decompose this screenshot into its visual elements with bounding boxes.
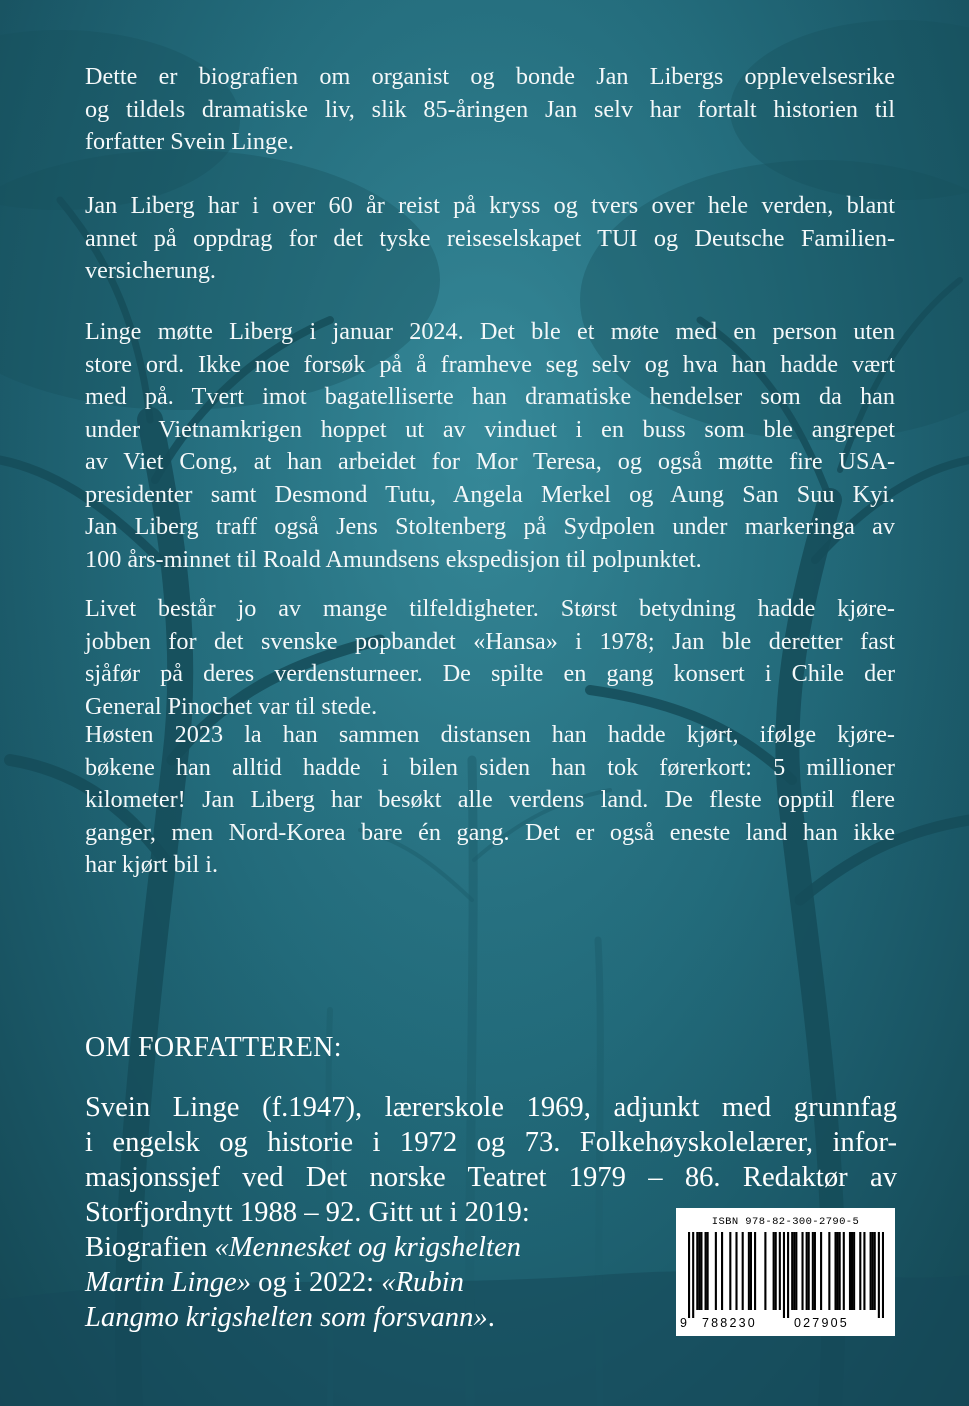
text-line: General Pinochet var til stede.	[85, 692, 378, 720]
book-title-fragment: «Rubin	[381, 1267, 464, 1298]
text-line: forfatter Svein Linge.	[85, 128, 294, 155]
barcode-bar	[837, 1232, 839, 1310]
barcode-guard-bar	[783, 1232, 785, 1318]
text-line: presidenter samt Desmond Tutu, Angela Merkel og Aung San Suu Kyi.	[85, 480, 895, 508]
text-line: Svein Linge (f.1947), lærerskole 1969, adjunkt med grunnfag	[85, 1092, 897, 1123]
barcode-bar	[859, 1232, 861, 1310]
barcode-bar	[750, 1232, 752, 1310]
barcode-bar	[863, 1232, 865, 1310]
barcode-bar	[707, 1232, 709, 1310]
barcode-bar	[814, 1232, 816, 1310]
text-line: sjåfør på deres verdensturneer. De spilte en gang konsert i Chile der	[85, 660, 895, 687]
barcode-bar	[748, 1232, 750, 1310]
barcode-bar	[775, 1232, 777, 1310]
text-line: av Viet Cong, at han arbeidet for Mor Teresa, og også møtte fire USA-	[85, 448, 895, 475]
text-line: store ord. Ikke noe forsøk på å framheve seg selv og hva han hadde vært	[85, 350, 895, 378]
book-title-fragment: Langmo krigshelten som forsvann»	[85, 1302, 488, 1333]
barcode-bar	[696, 1232, 698, 1310]
description-paragraph-2	[85, 190, 895, 288]
text-line: har kjørt bil i.	[85, 851, 219, 878]
barcode-bar	[820, 1232, 822, 1310]
barcode-bar	[851, 1232, 853, 1310]
barcode-bar	[698, 1232, 700, 1310]
barcode-bar	[874, 1232, 876, 1310]
text-line: Dette er biografien om organist og bonde Jan Libergs opplevelsesrike	[85, 63, 895, 90]
barcode-bar	[806, 1232, 808, 1310]
description-paragraph-1	[85, 61, 895, 159]
barcode-bar	[700, 1232, 702, 1310]
barcode-digits-right: 027905	[794, 1316, 849, 1330]
text-line: Jan Liberg traff også Jens Stoltenberg på Sydpolen under markeringa av	[85, 513, 895, 540]
barcode-bars	[688, 1232, 884, 1318]
barcode-bar	[773, 1232, 775, 1310]
text-line: Linge møtte Liberg i januar 2024. Det ble et møte med en person uten	[85, 318, 895, 345]
barcode-bar	[705, 1232, 707, 1310]
barcode-digit-first: 9	[680, 1316, 687, 1330]
text-line: i engelsk og historie i 1972 og 73. Folkehøyskolelærer, infor-	[85, 1127, 897, 1158]
barcode-bar	[808, 1232, 810, 1310]
barcode-bar	[870, 1232, 872, 1310]
text-line: Jan Liberg har i over 60 år reist på kryss og tvers over hele verden, blant	[85, 192, 895, 219]
barcode-bar	[828, 1232, 830, 1310]
barcode-bar	[729, 1232, 731, 1310]
barcode-bar	[849, 1232, 851, 1310]
isbn-label: ISBN 978-82-300-2790-5	[711, 1216, 860, 1228]
barcode-bar	[742, 1232, 744, 1310]
description-paragraph-5	[85, 719, 895, 882]
text-line: og tildels dramatiske liv, slik 85-åringen Jan selv har fortalt historien til	[85, 95, 895, 123]
barcode-bar	[812, 1232, 814, 1310]
text-line: Høsten 2023 la han sammen distansen han hadde kjørt, ifølge kjøre-	[85, 721, 895, 748]
barcode-bar	[795, 1232, 797, 1310]
barcode-guard-bar	[692, 1232, 694, 1318]
barcode-guard-bar	[787, 1232, 789, 1318]
text-line: Livet består jo av mange tilfeldigheter. Størst betydning hadde kjøre-	[85, 595, 895, 622]
barcode-digits	[676, 1316, 895, 1332]
book-title-fragment: «Mennesket og krigshelten	[214, 1232, 521, 1263]
text-line: Storfjordnytt 1988 – 92. Gitt ut i 2019:	[85, 1197, 530, 1228]
barcode-bar	[801, 1232, 803, 1310]
barcode-bar	[791, 1232, 793, 1310]
barcode-guard-bar	[882, 1232, 884, 1318]
text-line: 100 års-minnet til Roald Amundsens ekspedisjon til polpunktet.	[85, 545, 702, 573]
barcode-bar	[853, 1232, 855, 1310]
barcode-bar	[843, 1232, 845, 1310]
barcode-bar	[872, 1232, 874, 1310]
barcode-bar	[793, 1232, 795, 1310]
barcode-bar	[735, 1232, 737, 1310]
barcode-digits-left: 788230	[702, 1316, 757, 1330]
text-line: versicherung.	[85, 257, 216, 284]
text-line: annet på oppdrag for det tyske reiseselskapet TUI og Deutsche Familien-	[85, 224, 895, 252]
description-paragraph-3	[85, 316, 895, 576]
text-line: under Vietnamkrigen hoppet ut av vinduet i en buss som ble angrepet	[85, 415, 895, 443]
text-line: kilometer! Jan Liberg har besøkt alle verdens land. De fleste opptil flere	[85, 786, 895, 813]
text-fragment: .	[487, 1302, 495, 1333]
barcode-bar	[779, 1232, 781, 1310]
barcode-bar	[715, 1232, 717, 1310]
barcode-guard-bar	[878, 1232, 880, 1318]
barcode-bar	[764, 1232, 766, 1310]
text-fragment: Biografien	[85, 1232, 215, 1263]
text-line: jobben for det svenske popbandet «Hansa» i 1978; Jan ble deretter fast	[85, 627, 895, 655]
barcode-bar	[834, 1232, 836, 1310]
text-line: masjonssjef ved Det norske Teatret 1979 – 86. Redaktør av	[85, 1162, 897, 1193]
book-title-fragment: Martin Linge»	[85, 1267, 252, 1298]
text-line: med på. Tvert imot bagatelliserte han dramatiske hendelser som da han	[85, 383, 895, 410]
about-author-heading: OM FORFATTEREN:	[85, 1032, 342, 1063]
text-fragment: og i 2022:	[251, 1267, 382, 1298]
text-line: bøkene han alltid hadde i bilen siden han tok førerkort: 5 millioner	[85, 753, 895, 781]
description-paragraph-4	[85, 593, 895, 723]
barcode-bar	[839, 1232, 841, 1310]
text-line: ganger, men Nord-Korea bare én gang. Det er også eneste land han ikke	[85, 818, 895, 846]
barcode-guard-bar	[688, 1232, 690, 1318]
isbn-barcode	[676, 1208, 895, 1336]
barcode-bar	[754, 1232, 756, 1310]
barcode-bar	[721, 1232, 723, 1310]
